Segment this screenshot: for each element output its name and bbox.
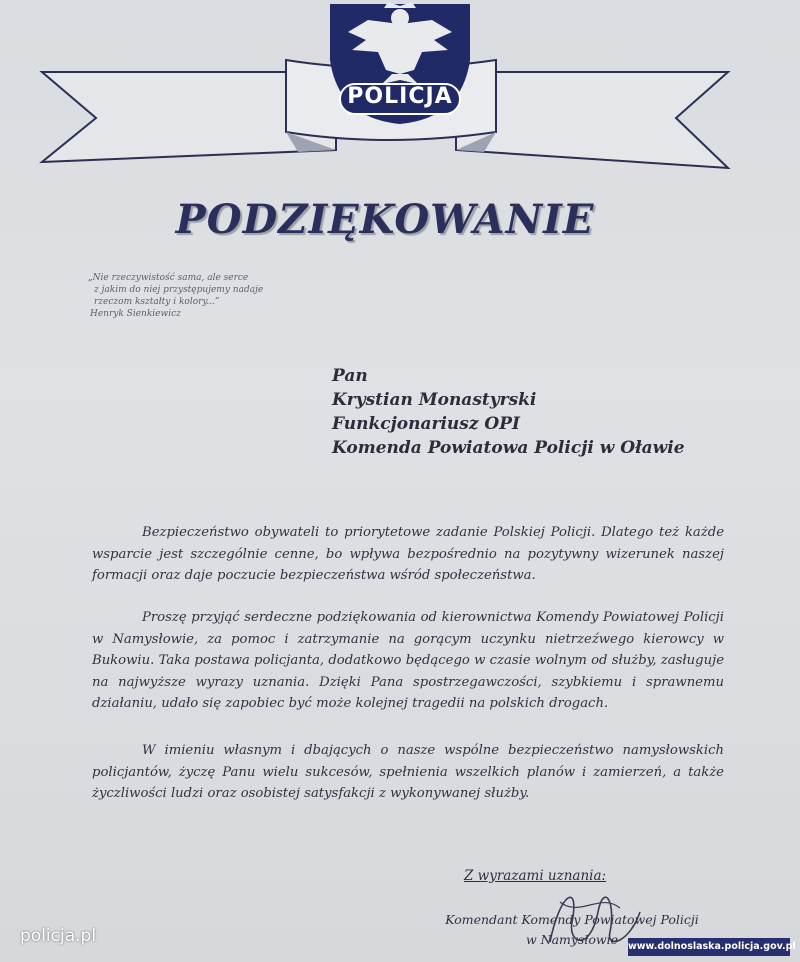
paragraph-text: Proszę przyjąć serdeczne podziękowania od kierownictwa Komendy Powiatowej Policji w Namysłowie, za pomoc i zatrzymanie na gorącym uczynku nietrzeźwego kierowcy w Bukowiu. Taka postawa policjanta, dodatkowo będącego w czasie wolnym od służby, zasługuje na najwyższe wyrazy uznania. Dzięki Pana spostrzegawczości, szybkiemu i sprawnemu działaniu, udało się zapobiec być może kolejnej tragedii na polskich drogach. bbox=[92, 610, 724, 711]
recipient-position: Funkcjonariusz OPI bbox=[332, 414, 520, 434]
signatory-line: Komendant Komendy Powiatowej Policji bbox=[445, 912, 699, 927]
quote-line: z jakim do niej przystępujemy nadaje bbox=[94, 285, 264, 295]
emblem-label: POLICJA bbox=[347, 84, 453, 109]
recipient-block bbox=[332, 364, 772, 460]
watermark-policja: policja.pl bbox=[20, 926, 97, 946]
quote-line: „Nie rzeczywistość sama, ale serce bbox=[88, 273, 249, 283]
epigraph-quote bbox=[88, 272, 328, 320]
recipient-salutation: Pan bbox=[332, 366, 368, 386]
watermark-url: www.dolnoslaska.policja.gov.pl bbox=[628, 938, 790, 956]
document-title: PODZIĘKOWANIE bbox=[175, 196, 595, 243]
body-paragraph-3 bbox=[92, 740, 724, 805]
paragraph-text: W imieniu własnym i dbających o nasze wspólne bezpieczeństwo namysłowskich policjantów, życzę Panu wielu sukcesów, spełnienia wszelkich planów i zamierzeń, a także życzliwości ludzi oraz osobistej satysfakcji z wykonywanej służby. bbox=[92, 743, 724, 801]
quote-line: rzeczom kształty i kolory...” bbox=[94, 297, 220, 307]
paragraph-text: Bezpieczeństwo obywateli to priorytetowe zadanie Polskiej Policji. Dlatego też każde wsparcie jest szczególnie cenne, bo wpływa bezpośrednio na pozytywny wizerunek naszej formacji oraz daje poczucie bezpieczeństwa wśród społeczeństwa. bbox=[92, 525, 724, 583]
closing-phrase: Z wyrazami uznania: bbox=[464, 868, 607, 884]
signatory-line: w Namysłowie bbox=[525, 932, 619, 947]
body-paragraph-1 bbox=[92, 522, 724, 587]
body-paragraph-2 bbox=[92, 607, 724, 715]
recipient-name: Krystian Monastyrski bbox=[332, 390, 537, 410]
recipient-unit: Komenda Powiatowa Policji w Oławie bbox=[332, 438, 685, 458]
quote-author: Henryk Sienkiewicz bbox=[90, 309, 181, 319]
